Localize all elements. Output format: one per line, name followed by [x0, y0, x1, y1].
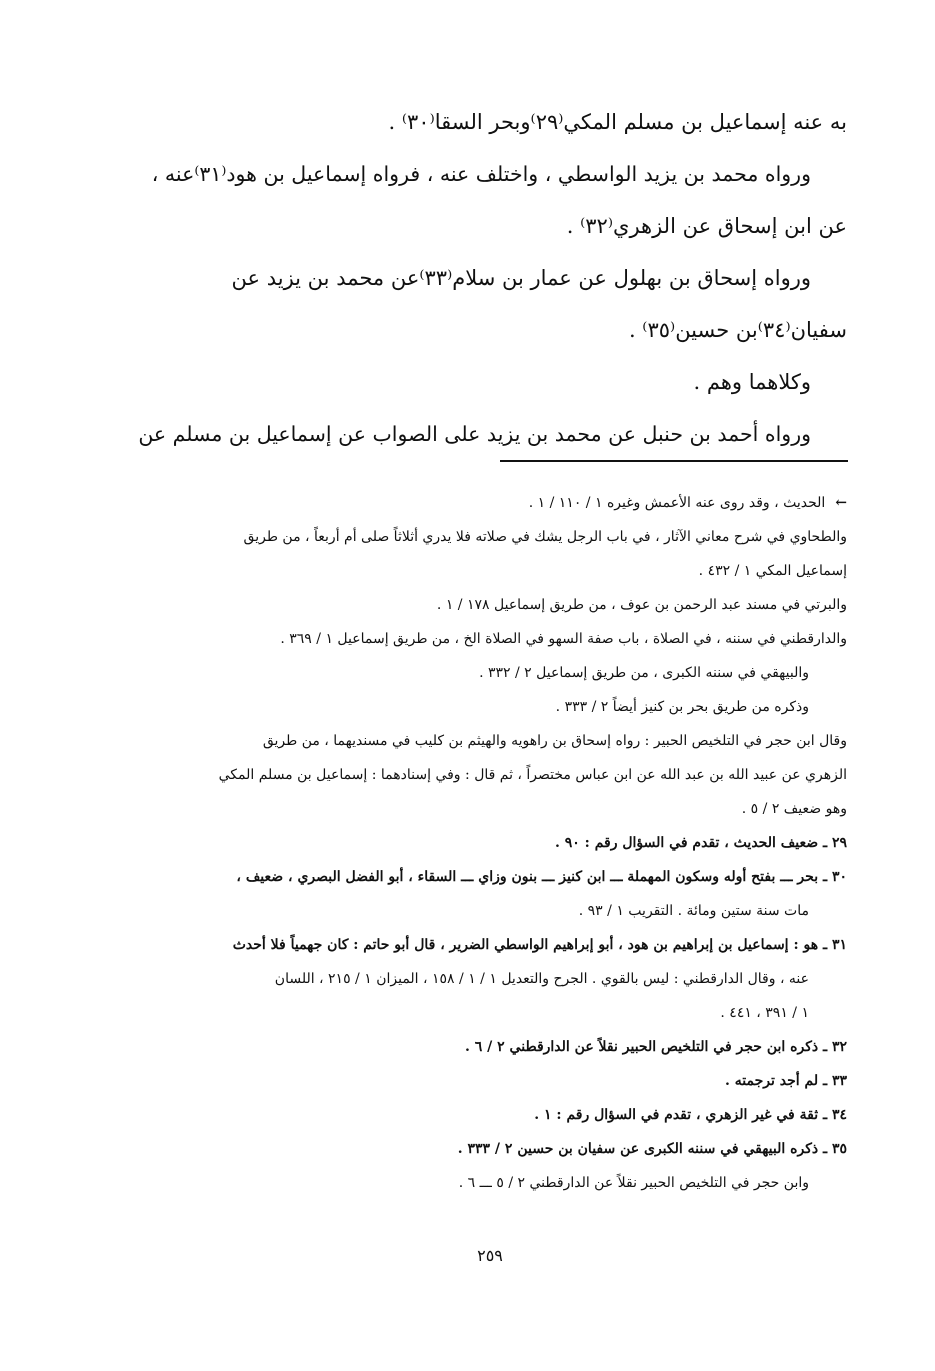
- footnote-34: ٣٤ ـ ثقة في غير الزهري ، تقدم في السؤال رقم : ١ .: [534, 1107, 847, 1123]
- continuation-arrow-icon: ←: [835, 495, 847, 511]
- main-line: وكلاهما وهم .: [693, 370, 811, 394]
- footnote-line: إسماعيل المكي ١ / ٤٣٢ .: [698, 563, 847, 579]
- page-number: ٢٥٩: [477, 1246, 503, 1265]
- footnote-35: ٣٥ ـ ذكره البيهقي في سننه الكبرى عن سفيان بن حسين ٢ / ٣٣٣ .: [457, 1141, 847, 1157]
- footnote-33: ٣٣ ـ لم أجد ترجمته .: [725, 1073, 847, 1089]
- footnote-line: والدارقطني في سننه ، في الصلاة ، باب صفة السهو في الصلاة الخ ، من طريق إسماعيل ١ / ٣٦٩ .: [280, 631, 847, 647]
- footnote-line: الزهري عن عبيد الله بن عبد الله عن ابن عباس مختصراً ، ثم قال : وفي إسنادهما : إسماعيل بن مسلم المكي: [218, 767, 847, 783]
- footnote-30: ٣٠ ـ بحر ـــ بفتح أوله وسكون المهملة ـــ ابن كنيز ـــ بنون وزاي ـــ السقاء ، أبو الفضل البصري ، ضعيف ،: [236, 869, 847, 885]
- footnote-separator: [500, 460, 848, 462]
- footnote-line: وذكره من طريق بحر بن كنيز أيضاً ٢ / ٣٣٣ .: [555, 699, 809, 715]
- footnotes: [135, 486, 847, 1200]
- footnote-text: الحديث ، وقد روى عنه الأعمش وغيره ١ / ١١٠ / ١ .: [528, 495, 826, 511]
- main-text: [137, 96, 847, 460]
- footnote-line: والطحاوي في شرح معاني الآثار ، في باب الرجل يشك في صلاته فلا يدري أثلاثاً صلى أم أربعاً ، من طريق: [243, 529, 847, 545]
- footnote-line: والبرتي في مسند عبد الرحمن بن عوف ، من طريق إسماعيل ١٧٨ / ١ .: [436, 597, 847, 613]
- footnote-line: وابن حجر في التلخيص الحبير نقلاً عن الدارقطني ٢ / ٥ ـــ ٦ .: [458, 1175, 809, 1191]
- main-line: سفيان⁽٣٤⁾بن حسين⁽٣٥⁾ .: [628, 318, 847, 342]
- footnote-32: ٣٢ ـ ذكره ابن حجر في التلخيص الحبير نقلاً عن الدارقطني ٢ / ٦ .: [465, 1039, 847, 1055]
- main-line: ورواه أحمد بن حنبل عن محمد بن يزيد على الصواب عن إسماعيل بن مسلم عن: [138, 422, 811, 446]
- main-line: به عنه إسماعيل بن مسلم المكي⁽٢٩⁾وبحر السقا⁽٣٠⁾ .: [388, 110, 847, 134]
- main-line: ورواه إسحاق بن بهلول عن عمار بن سلام⁽٣٣⁾عن محمد بن يزيد عن: [231, 266, 811, 290]
- footnote-line: ١ / ٣٩١ ، ٤٤١ .: [720, 1005, 809, 1021]
- main-line: عن ابن إسحاق عن الزهري⁽٣٢⁾ .: [566, 214, 847, 238]
- footnote-31: ٣١ ـ هو : إسماعيل بن إبراهيم بن هود ، أبو إبراهيم الواسطي الضرير ، قال أبو حاتم : كان جهمياً فلا أحدث: [232, 937, 847, 953]
- footnote-line: مات سنة ستين ومائة . التقريب ١ / ٩٣ .: [578, 903, 809, 919]
- footnote-line: وهو ضعيف ٢ / ٥ .: [741, 801, 847, 817]
- footnote-line: [135, 486, 847, 520]
- main-line: ورواه محمد بن يزيد الواسطي ، واختلف عنه ، فرواه إسماعيل بن هود⁽٣١⁾عنه ،: [151, 162, 811, 186]
- footnote-29: ٢٩ ـ ضعيف الحديث ، تقدم في السؤال رقم : ٩٠ .: [555, 835, 847, 851]
- footnote-line: عنه ، وقال الدارقطني : ليس بالقوي . الجرح والتعديل ١ / ١ / ١٥٨ ، الميزان ١ / ٢١٥ ، اللسان: [274, 971, 809, 987]
- footnote-line: وقال ابن حجر في التلخيص الحبير : رواه إسحاق بن راهويه والهيثم بن كليب في مسنديهما ، من طريق: [262, 733, 847, 749]
- footnote-line: والبيهقي في سننه الكبرى ، من طريق إسماعيل ٢ / ٣٣٢ .: [479, 665, 809, 681]
